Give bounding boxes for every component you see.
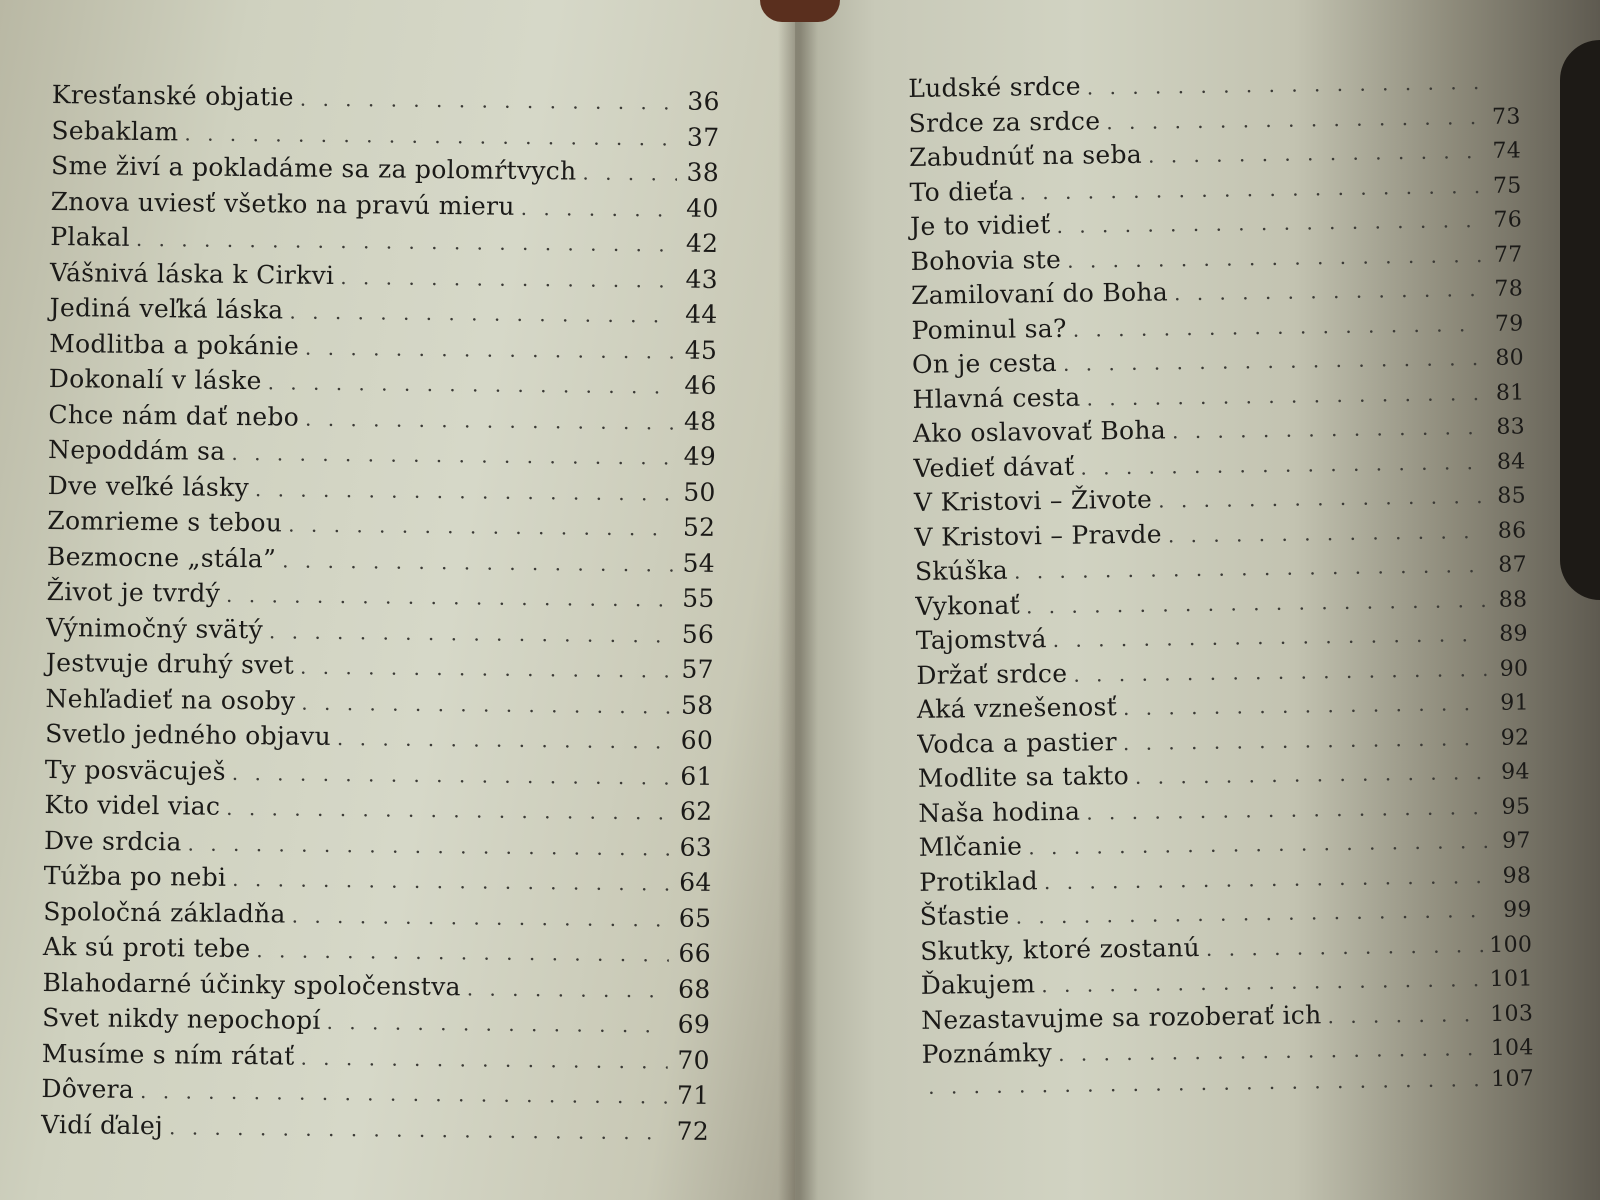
toc-entry-page: 68: [677, 974, 711, 1004]
toc-entry-page: 83: [1496, 414, 1526, 440]
right-toc-list: [908, 65, 1534, 1108]
toc-entry-title: Protiklad: [919, 865, 1039, 897]
toc-entry-page: 43: [685, 264, 719, 294]
toc-entry-title: Vodca a pastier: [917, 726, 1118, 759]
dot-leader: [188, 831, 671, 860]
dot-leader: [1028, 829, 1489, 859]
dot-leader: [256, 938, 669, 966]
dot-leader: [282, 548, 673, 576]
toc-entry-page: 60: [680, 725, 714, 755]
toc-entry-page: 36: [687, 86, 720, 116]
toc-entry-page: 54: [682, 548, 716, 578]
dot-leader: [226, 583, 673, 612]
dot-leader: [521, 195, 677, 221]
toc-entry-title: Svetlo jedného objavu: [45, 718, 332, 751]
dot-leader: [1174, 277, 1481, 305]
dot-leader: [140, 1079, 668, 1109]
toc-entry-page: 61: [680, 761, 713, 791]
toc-entry-title: Naša hodina: [918, 796, 1081, 828]
toc-entry-title: Spoločná základňa: [43, 896, 286, 928]
dot-leader: [268, 370, 675, 398]
dot-leader: [169, 1115, 667, 1144]
toc-entry-title: To dieťa: [909, 176, 1014, 207]
toc-entry-page: 37: [686, 122, 720, 152]
toc-entry-title: Aká vznešenosť: [916, 692, 1118, 724]
toc-entry-page: 73: [1491, 103, 1521, 130]
dot-leader: [1086, 794, 1488, 824]
toc-entry: [41, 1109, 709, 1151]
toc-entry-title: Zamilovaní do Boha: [910, 277, 1169, 310]
dot-leader: [1148, 139, 1479, 168]
toc-entry-title: Dokonalí v láske: [48, 363, 262, 396]
toc-entry-title: Túžba po nebi: [43, 860, 227, 892]
toc-entry-page: 40: [686, 193, 719, 223]
toc-entry-title: Chce nám dať nebo: [48, 399, 300, 432]
toc-entry-title: Ľudské srdce: [908, 71, 1081, 103]
toc-entry-page: 97: [1501, 828, 1531, 854]
dot-leader: [1087, 70, 1479, 99]
dot-leader: [1123, 691, 1487, 720]
dot-leader: [300, 87, 678, 115]
dot-leader: [340, 265, 676, 293]
toc-entry-page: 72: [676, 1116, 710, 1146]
dot-leader: [232, 760, 671, 789]
dot-leader: [1014, 553, 1485, 584]
toc-entry-page: 78: [1494, 276, 1524, 302]
toc-entry-page: 63: [679, 832, 713, 862]
toc-entry-page: 52: [682, 512, 716, 542]
toc-entry-title: On je cesta: [911, 347, 1058, 379]
toc-entry-title: Dve veľké lásky: [47, 470, 250, 502]
toc-entry-page: 57: [681, 654, 715, 684]
toc-entry-title: Srdce za srdce: [908, 105, 1101, 138]
toc-entry-title: Vidí ďalej: [40, 1109, 164, 1140]
dot-leader: [1058, 1036, 1485, 1066]
dot-leader: [337, 726, 671, 753]
dot-leader: [136, 227, 677, 257]
dot-leader: [1158, 484, 1484, 513]
toc-entry-page: 79: [1494, 310, 1524, 337]
toc-entry-page: 88: [1498, 586, 1528, 613]
toc-entry-page: 76: [1493, 207, 1523, 233]
toc-entry-title: Jediná veľká láska: [49, 292, 284, 325]
dot-leader: [1135, 760, 1488, 789]
toc-entry-page: 86: [1497, 517, 1527, 544]
dot-leader: [1041, 967, 1484, 997]
toc-entry-title: Sme živí a pokladáme sa za polomŕtvych: [50, 150, 577, 186]
book-spine-top: [760, 0, 840, 22]
toc-entry-page: [1484, 88, 1520, 89]
dot-leader: [1172, 415, 1483, 443]
toc-entry-page: 77: [1493, 241, 1523, 268]
toc-entry-title: Výnimočný svätý: [46, 612, 264, 644]
toc-entry-title: Modlite sa takto: [917, 760, 1130, 793]
toc-entry-title: Blahodarné účinky spoločenstva: [42, 967, 461, 1001]
toc-entry-title: Zabudnúť na seba: [908, 139, 1143, 172]
toc-entry-page: 90: [1499, 655, 1529, 682]
toc-entry-title: Nepoddám sa: [47, 434, 226, 466]
toc-entry-title: Bohovia ste: [910, 244, 1062, 276]
toc-entry-title: Znova uviesť všetko na pravú mieru: [50, 186, 515, 221]
toc-entry-title: Život je tvrdý: [46, 576, 221, 608]
dot-leader: [255, 477, 674, 505]
toc-entry-title: V Kristovi – Živote: [913, 484, 1153, 517]
dot-leader: [1073, 312, 1482, 342]
toc-entry-page: 101: [1489, 966, 1533, 992]
toc-entry-page: 92: [1500, 724, 1530, 751]
left-page: [0, 0, 795, 1200]
toc-entry-title: Musíme s ním rátať: [41, 1038, 295, 1071]
toc-entry-title: Vykonať: [915, 589, 1021, 621]
toc-entry-page: 75: [1492, 172, 1522, 199]
toc-entry-title: Nezastavujme sa rozoberať ich: [921, 999, 1322, 1035]
left-toc-list: [41, 80, 720, 1152]
dot-leader: [1123, 725, 1488, 754]
toc-entry-page: 46: [684, 370, 717, 400]
toc-entry-title: Ako oslavovať Boha: [912, 415, 1167, 448]
dot-leader: [1056, 208, 1480, 238]
toc-entry-page: 94: [1501, 759, 1530, 785]
toc-entry-title: Plakal: [50, 221, 131, 252]
toc-entry-title: Vedieť dávať: [913, 451, 1075, 483]
dot-leader: [1106, 105, 1479, 134]
dot-leader: [288, 512, 673, 540]
toc-entry-page: 98: [1502, 862, 1532, 889]
dot-leader: [1015, 898, 1489, 929]
dot-leader: [1168, 518, 1485, 546]
toc-entry-page: 56: [681, 619, 715, 649]
toc-entry-title: Svet nikdy nepochopí: [42, 1002, 321, 1035]
toc-entry-page: 107: [1491, 1065, 1535, 1092]
toc-entry-title: Jestvuje druhý svet: [45, 647, 295, 680]
dot-leader: [231, 441, 674, 470]
toc-entry-page: 81: [1495, 379, 1525, 406]
dot-leader: [1206, 933, 1484, 961]
toc-entry-title: Sebaklam: [51, 115, 179, 146]
toc-entry-page: 89: [1499, 621, 1529, 647]
toc-entry-title: Mlčanie: [918, 831, 1023, 862]
dot-leader: [305, 335, 675, 363]
toc-entry-title: Skúška: [914, 555, 1009, 586]
toc-entry-title: Poznámky: [921, 1038, 1053, 1069]
toc-entry-title: Pominul sa?: [911, 313, 1067, 345]
dot-leader: [232, 867, 670, 896]
toc-entry-page: 48: [683, 406, 717, 436]
toc-entry-page: 95: [1501, 793, 1531, 820]
dot-leader: [292, 903, 670, 931]
dot-leader: [1067, 243, 1481, 273]
toc-entry-title: Kto videl viac: [44, 789, 221, 821]
toc-entry-title: Tajomstvá: [915, 624, 1047, 655]
toc-entry-title: Bezmocne „stála”: [46, 541, 277, 573]
dot-leader: [300, 1045, 667, 1073]
dot-leader: [582, 161, 677, 186]
toc-entry-page: 85: [1497, 483, 1527, 509]
toc-entry-title: Modlitba a pokánie: [49, 328, 300, 361]
dot-leader: [326, 1010, 668, 1038]
toc-entry-page: 91: [1500, 690, 1530, 716]
dot-leader: [1063, 346, 1482, 376]
toc-entry-page: 42: [685, 228, 719, 258]
dot-leader: [289, 300, 675, 328]
dot-leader: [467, 976, 669, 1002]
toc-entry-title: V Kristovi – Pravde: [914, 519, 1163, 552]
toc-entry-title: Skutky, ktoré zostanú: [920, 932, 1201, 966]
dot-leader: [1026, 587, 1486, 617]
dot-leader: [1080, 450, 1483, 480]
toc-entry-page: 45: [684, 335, 718, 365]
toc-entry-page: 80: [1495, 345, 1525, 371]
dot-leader: [226, 796, 670, 825]
toc-entry-title: Kresťanské objatie: [51, 80, 294, 112]
toc-entry-title: Vášnivá láska k Cirkvi: [49, 257, 335, 290]
toc-entry-page: 100: [1489, 931, 1533, 958]
toc-entry-title: Šťastie: [919, 900, 1010, 931]
toc-entry-page: 103: [1490, 1000, 1534, 1027]
toc-entry-page: 49: [683, 441, 717, 471]
toc-entry-page: 74: [1492, 138, 1522, 164]
dot-leader: [184, 121, 677, 150]
toc-entry-page: 84: [1496, 448, 1526, 475]
toc-entry-page: 58: [680, 690, 714, 720]
dot-leader: [1073, 656, 1486, 686]
toc-entry-page: 71: [676, 1080, 710, 1110]
toc-entry-title: Ty posväcuješ: [44, 754, 226, 786]
toc-entry-page: 38: [686, 157, 720, 187]
dot-leader: [1053, 622, 1487, 652]
toc-entry-page: 44: [685, 299, 718, 329]
toc-entry-title: Hlavná cesta: [912, 382, 1081, 414]
toc-entry-page: 62: [679, 796, 713, 826]
toc-entry-page: 66: [678, 938, 712, 968]
toc-entry-page: 65: [678, 903, 712, 933]
toc-entry-page: 104: [1490, 1035, 1534, 1061]
toc-entry-page: 50: [683, 477, 716, 507]
toc-entry-title: Je to vidieť: [909, 210, 1051, 241]
dot-leader: [305, 406, 675, 434]
dot-leader: [301, 690, 671, 718]
dot-leader: [300, 655, 672, 683]
toc-entry-page: 55: [682, 583, 715, 613]
dot-leader: [269, 619, 672, 647]
toc-entry-page: 87: [1498, 552, 1528, 578]
background-shadow: [1560, 40, 1600, 600]
toc-entry-page: 99: [1502, 897, 1532, 923]
toc-entry-title: Ak sú proti tebe: [42, 931, 251, 964]
toc-entry-page: 70: [677, 1045, 710, 1075]
toc-entry-title: Nehľadieť na osoby: [45, 683, 296, 716]
toc-entry-title: Zomrieme s tebou: [47, 505, 283, 538]
toc-entry-title: Držať srdce: [916, 658, 1068, 690]
dot-leader: [1044, 863, 1490, 893]
toc-entry-title: Dve srdcia: [43, 825, 182, 856]
book-gutter: [778, 0, 818, 1200]
dot-leader: [1327, 1002, 1484, 1028]
dot-leader: [1086, 381, 1482, 411]
dot-leader: [1019, 174, 1479, 204]
toc-entry-page: 64: [679, 867, 712, 897]
toc-entry-page: 69: [677, 1009, 711, 1039]
toc-entry-title: Ďakujem: [920, 969, 1036, 1000]
toc-entry-title: Dôvera: [41, 1073, 135, 1104]
